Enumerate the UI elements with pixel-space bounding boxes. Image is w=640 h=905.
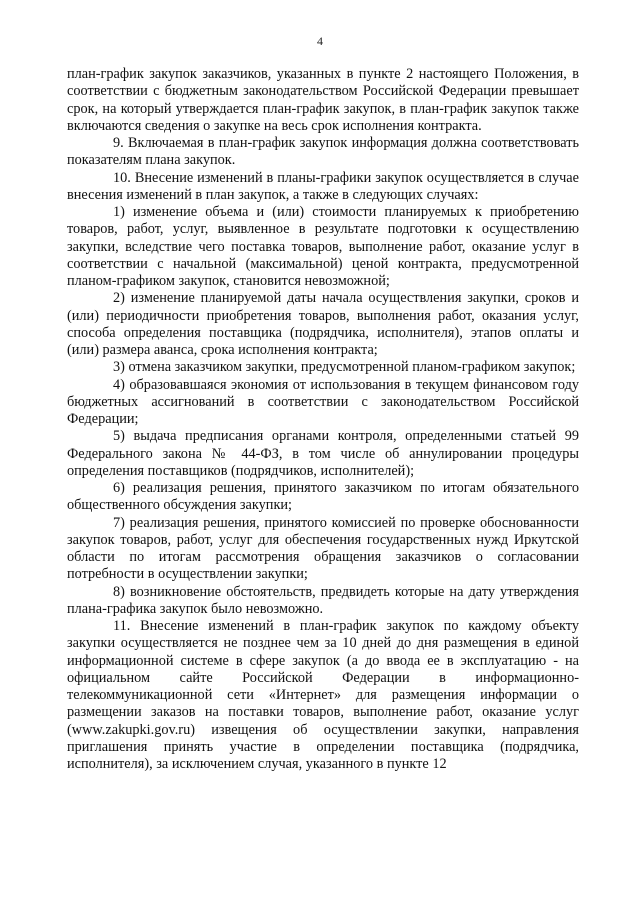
document-body: [67, 66, 579, 773]
paragraph-item-11: 11. Внесение изменений в план-график закупок по каждому объекту закупки осуществляется не позднее чем за 10 дней до дня размещения в единой информационной системе в сфере закупок (а до ввода ее в эксплуатацию - на официальном сайте Российской Федерации в информационно-телекоммуникационной сети «Интернет» для размещения информации о размещении заказов на поставки товаров, выполнение работ, оказание услуг (www.zakupki.gov.ru) извещения об осуществлении закупки, направления приглашения принять участие в определении поставщика (подрядчика, исполнителя), за исключением случая, указанного в пункте 12: [67, 618, 579, 772]
subitem-4: 4) образовавшаяся экономия от использования в текущем финансовом году бюджетных ассигнований в соответствии с законодательством Российской Федерации;: [67, 376, 579, 427]
subitem-7: 7) реализация решения, принятого комиссией по проверке обоснованности закупок товаров, работ, услуг для обеспечения государственных нужд Иркутской области по итогам рассмотрения обращения заказчиков о согласовании потребности в осуществлении закупки;: [67, 514, 579, 583]
subitem-6: 6) реализация решения, принятого заказчиком по итогам обязательного общественного обсуждения закупки;: [67, 480, 579, 514]
paragraph-item-9: 9. Включаемая в план-график закупок информация должна соответствовать показателям плана закупок.: [67, 135, 579, 169]
subitem-1: 1) изменение объема и (или) стоимости планируемых к приобретению товаров, работ, услуг, выявленное в результате подготовки к осуществлению закупки, вследствие чего поставка товаров, выполнение работ, оказание услуг в соответствии с начальной (максимальной) ценой контракта, предусмотренной планом-графиком закупок, становится невозможной;: [67, 204, 579, 289]
page-number: 4: [317, 34, 323, 48]
paragraph-continuation: план-график закупок заказчиков, указанных в пункте 2 настоящего Положения, в соответствии с бюджетным законодательством Российской Федерации превышает срок, на который утверждается план-график закупок, в план-график закупок также включаются сведения о закупке на весь срок исполнения контракта.: [67, 66, 579, 134]
subitem-2: 2) изменение планируемой даты начала осуществления закупки, сроков и (или) периодичности приобретения товаров, выполнения работ, оказания услуг, способа определения поставщика (подрядчика, исполнителя), этапов оплаты и (или) размера аванса, срока исполнения контракта;: [67, 290, 579, 358]
paragraph-item-10: 10. Внесение изменений в планы-графики закупок осуществляется в случае внесения изменений в план закупок, а также в следующих случаях:: [67, 169, 579, 203]
subitem-3: 3) отмена заказчиком закупки, предусмотренной планом-графиком закупок;: [113, 359, 576, 376]
subitem-8: 8) возникновение обстоятельств, предвидеть которые на дату утверждения плана-графика закупок было невозможно.: [67, 583, 579, 617]
subitem-5: 5) выдача предписания органами контроля, определенными статьей 99 Федерального закона № 44-ФЗ, в том числе об аннулировании процедуры определения поставщиков (подрядчиков, исполнителей);: [67, 428, 579, 479]
